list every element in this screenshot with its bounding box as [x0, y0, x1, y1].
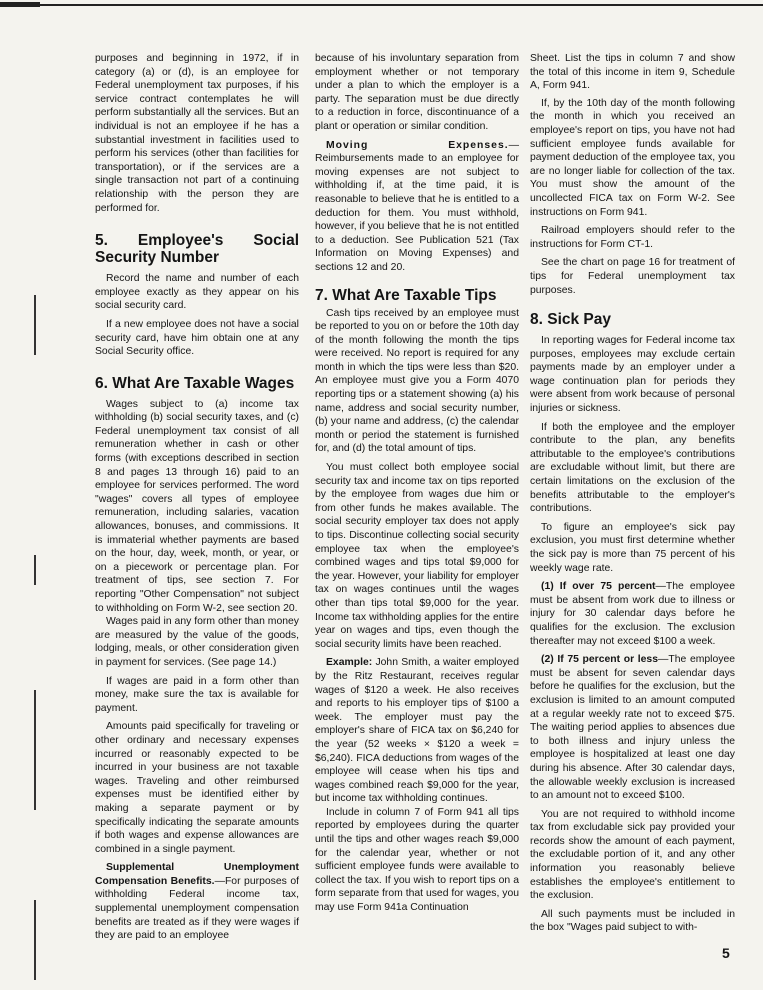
paragraph-text: —The employee must be absent from work due to illness or injury for 30 calendar days before he qualifies for the exclusion. The exclusion thereafter may not exceed $100 a week. [530, 581, 735, 647]
binding-mark [34, 900, 36, 980]
paragraph: See the chart on page 16 for treatment of tips for Federal unemployment tax purposes. [530, 257, 735, 296]
paragraph-text: John Smith, a waiter employed by the Ritz Restaurant, receives regular wages of $120 a week. He also receives and reports to his employer tips of $100 a week. The employer must pay the employer's share of FICA tax on $6,240 for the year (52 weeks × $120 a week = $6,240). FICA deductions from wages of the employee will cease when his tips and wages combined reach $9,000 for the year, but income tax withholding continues. [315, 657, 519, 805]
paragraph [315, 656, 519, 806]
paragraph: Wages paid in any form other than money are measured by the value of the goods, lodging, meals, or other consideration given in payment for services. (See page 14.) [95, 616, 299, 668]
page-number: 5 [722, 945, 730, 961]
run-in-heading: (2) If 75 percent or less [541, 654, 658, 666]
paragraph: To figure an employee's sick pay exclusion, you must first determine whether the sick pay is more than 75 percent of his weekly wage rate. [530, 521, 735, 574]
run-in-heading: Example: [326, 657, 373, 669]
paragraph: Cash tips received by an employee must be reported to you on or before the 10th day of the month following the month the tips were received. No report is required for any month in which the tips were less than $20. An employee must give you a Form 4070 reporting tips or a statement showing (a) his name, address and social security number, (b) your name and address, (c) the calendar month or period the statement is furnished for, and (d) the total amount of tips. [315, 307, 519, 455]
paragraph [530, 653, 735, 803]
paragraph: Amounts paid specifically for traveling or other ordinary and necessary expenses incurred or reasonably expected to be incurred in your business are not taxable wages. Traveling and other reimbursed expenses must be identified either by making a separate payment or by specifically indicating the separate amounts if both wages and expense allowances are combined in a single payment. [95, 721, 299, 855]
paragraph: If, by the 10th day of the month following the month in which you received an employee's report on tips, you have not had sufficient employee funds available for payment deduction of the employee tax, you are no longer liable for collection of the tax. You must show the amount of the uncollected FICA tax on Form W-2. See instructions on Form 941. [530, 97, 735, 218]
paragraph: Record the name and number of each employee exactly as they appear on his social security card. [95, 273, 299, 312]
paragraph-text: —Reimbursements made to an employee for moving expenses are not subject to withholding if, at the time paid, it is reasonable to believe that he is entitled to a deduction for them. You must withhold, however, if you believe that he is not entitled to a deduction. See Publication 521 (Tax Information on Moving Expenses) and sections 12 and 20. [315, 139, 519, 273]
paragraph: In reporting wages for Federal income tax purposes, employees may exclude certain payments made by an employer under a wage continuation plan for periods they were absent from work because of personal injuries or sickness. [530, 335, 735, 415]
paragraph: Sheet. List the tips in column 7 and show the total of this income in item 9, Schedule A, Form 941. [530, 53, 735, 92]
paragraph: You must collect both employee social security tax and income tax on tips reported by the employee from wages due him or from other funds he makes available. The social security employer tax does not apply to tips. Discontinue collecting social security employee tax when the employee's combined wages and tips total $9,000 for the year. However, your liability for employer tax on wages continues until the wages other than tips total $9,000 for the year. Income tax withholding applies for the entire year on wages and tips, even though the social security limits have been reached. [315, 462, 519, 650]
paragraph: If both the employee and the employer contribute to the plan, any benefits attributable to the employee's contributions are excludable without limit, but there are certain limitations on the exclusion of the benefits attributable to the employer's contributions. [530, 421, 735, 515]
section-6-heading: 6. What Are Taxable Wages [95, 374, 295, 392]
run-in-heading: Supplemental Unemployment Compensation Benefits. [95, 862, 299, 887]
column-1 [95, 52, 299, 943]
paragraph [530, 580, 735, 648]
run-in-heading: (1) If over 75 percent [541, 581, 656, 593]
top-rule [0, 4, 763, 6]
section-7-heading: 7. What Are Taxable Tips [315, 286, 497, 304]
binding-mark [34, 295, 36, 355]
paragraph [315, 139, 519, 275]
column-2 [315, 52, 519, 915]
paragraph: If a new employee does not have a social security card, have him obtain one at any Social Security office. [95, 318, 299, 358]
paragraph [95, 861, 299, 943]
paragraph: purposes and beginning in 1972, if in category (a) or (d), is an employee for Federal unemployment tax purposes, if his service contract contemplates he will perform substantially all the services. But an individual is not an employee if he has a substantial investment in facilities used to perform his services (other than facilities for transportation), or if the services are a single transaction not part of a continuing relationship with the person they are performed for. [95, 53, 299, 214]
section-5-heading: 5. Employee's Social Security Number [95, 232, 299, 267]
paragraph: Wages subject to (a) income tax withholding (b) social security taxes, and (c) Federal unemployment tax consist of all remuneration whether in cash or other forms (with exceptions described in section 8 and pages 13 through 16) paid to an employee for services performed. The word "wages" covers all types of employee remuneration, including salaries, vacation allowances, bonuses, and commissions. It is immaterial whether payments are based on the hour, day, week, month, or year, or on a piecework or percentage plan. For treatment of tips, see section 7. For reporting "Other Compensation" not subject to withholding on Form W-2, see section 20. [95, 398, 299, 614]
run-in-heading: Moving Expenses. [326, 139, 509, 151]
paragraph: Railroad employers should refer to the instructions for Form CT-1. [530, 225, 735, 250]
paragraph: If wages are paid in a form other than money, make sure the tax is available for payment. [95, 675, 299, 714]
binding-mark [34, 690, 36, 810]
column-3 [530, 52, 735, 935]
paragraph: because of his involuntary separation from employment whether or not temporary under a plan to which the employer is a party. The separation must be due directly to a reduction in force, discontinuance of a plant or operation or similar condition. [315, 53, 519, 132]
section-8-heading: 8. Sick Pay [530, 311, 612, 329]
binding-mark [34, 555, 36, 585]
paragraph-text: —For purposes of withholding Federal income tax, supplemental unemployment compensation benefits are treated as if they were wages if they are paid to an employee [95, 875, 299, 942]
paragraph: All such payments must be included in the box "Wages paid subject to with- [530, 908, 735, 934]
paragraph: Include in column 7 of Form 941 all tips reported by employees during the quarter until the tips and other wages reach $9,000 for the calendar year, whether or not sufficient employee funds were available to collect the tax. If you wish to report tips on a form separate from that used for wages, you may use Form 941a Continuation [315, 806, 519, 914]
paragraph: You are not required to withhold income tax from excludable sick pay provided your records show the amount of each payment, the excludable portion of it, and any other information you reasonably believe establishes the employee's entitlement to the exclusion. [530, 808, 735, 902]
paragraph-text: —The employee must be absent for seven calendar days before he qualifies for the exclusion, but the exclusion is limited to an amount computed at a regular weekly rate not to exceed $75. The waiting period applies to absences due to both illness and injury unless the employee is hospitalized at least one day during his absence. After 30 calendar days, the allowable weekly exclusion is increased to an amount not to exceed $100. [530, 654, 735, 802]
